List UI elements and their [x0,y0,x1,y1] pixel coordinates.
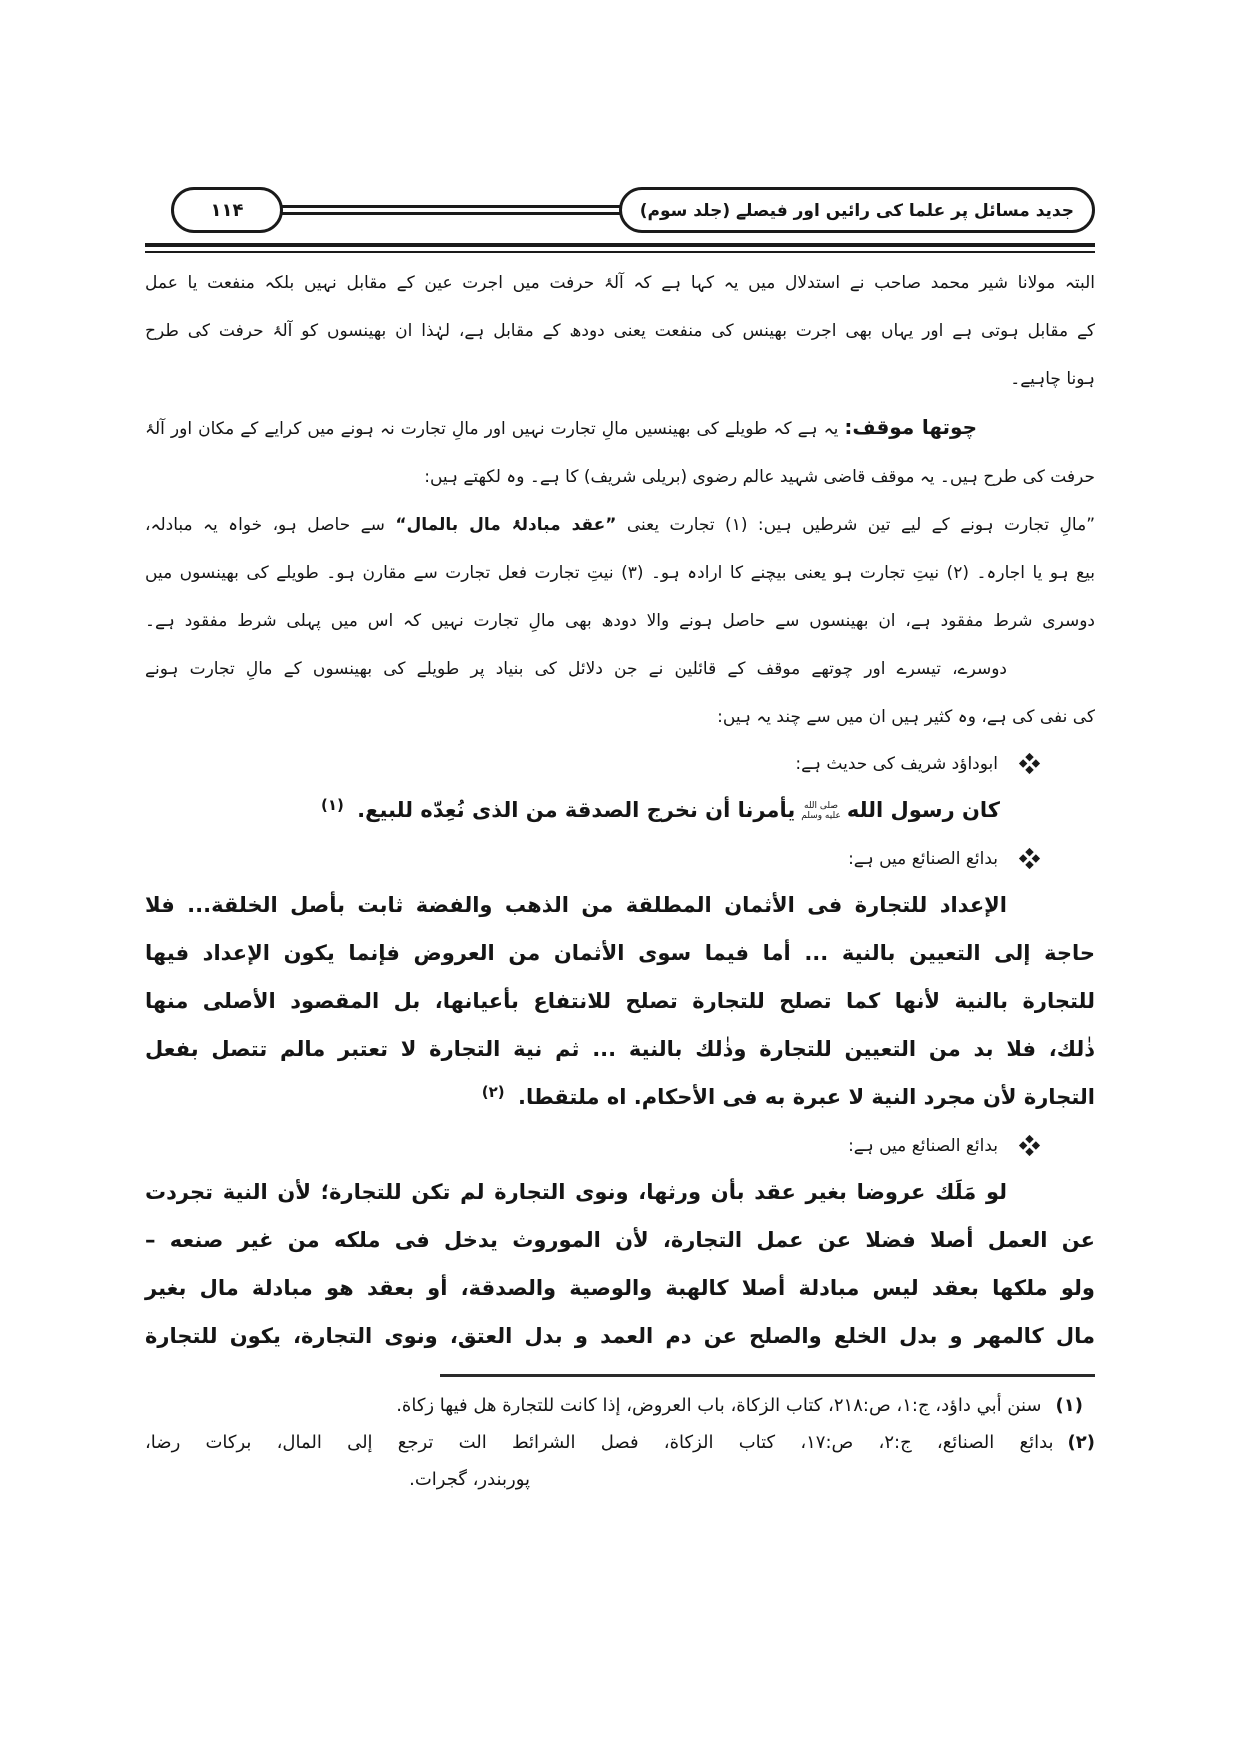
arabic-quote-line [145,1073,1095,1123]
paragraph-line: کی نفی کی ہے، وہ کثیر ہیں ان میں سے چند یہ ہیں: [717,707,1095,727]
saw-calligraphy-mark: صلى الله عليه وسلم [801,801,841,821]
bullet-label: ابوداؤد شریف کی حدیث ہے: [795,754,998,774]
footnote-1-text: سنن أبي داؤد، ج:١، ص:٢١٨، كتاب الزكاة، باب العروض، إذا كانت للتجارة هل فيها زكاة. [396,1395,1042,1416]
hadith-line [145,786,1095,836]
footnote-1-marker: (١) [1055,1395,1083,1416]
arabic-quote-text: التجارة لأن مجرد النية لا عبرة به فى الأحكام. اه ملتقطا. [517,1085,1095,1109]
footnote-2-marker: (٢) [1067,1432,1095,1453]
hadith-text: كان رسول الله [846,798,1000,822]
page-number: ۱۱۴ [210,199,244,221]
footnote-2 [145,1424,1095,1461]
bullet-item-abu-dawud [145,741,1095,786]
conditions-quote-line: بیع ہو یا اجارہ۔ (۲) نیتِ تجارت ہو یعنی بیچنے کا ارادہ ہو۔ (۳) نیتِ تجارت فعل تجارت سے مقارن ہو۔ طویلے کی بھینسوں میں [145,563,1095,583]
arabic-quote-line: حاجة إلى التعيين بالنية ... أما فيما سوى الأثمان من العروض فإنما يكون الإعداد فيها [145,941,1095,965]
conditions-quote-line [145,501,1095,549]
paragraph-line: دوسرے، تیسرے اور چوتھے موقف کے قائلین نے جن دلائل کی بنیاد پر طویلے کی بھینسوں کے مالِ تجارت ہونے [145,659,1007,679]
hadith-text: يأمرنا أن نخرج الصدقة من الذى نُعِدّه للبيع. [357,798,796,822]
arabic-quote-line: مال كالمهر و بدل الخلع والصلح عن دم العمد و بدل العتق، ونوى التجارة، يكون للتجارة [145,1324,1095,1348]
footnote-divider [440,1374,1095,1377]
paragraph-line: البتہ مولانا شیر محمد صاحب نے استدلال میں یہ کہا ہے کہ آلۂ حرفت میں اجرت عین کے مقابل نہیں بلکہ منفعت یا عمل [145,273,1095,293]
bullet-item-badai-1 [145,836,1095,881]
footnote-ref-1: (١) [320,796,344,814]
paragraph-line: حرفت کی طرح ہیں۔ یہ موقف قاضی شہید عالم رضوی (بریلی شریف) کا ہے۔ وہ لکھتے ہیں: [424,467,1095,487]
paragraph-line: ہونا چاہیے۔ [1010,369,1095,389]
diamond-bullet-icon [1019,753,1040,774]
arabic-quote-line: عن العمل أصلا فضلا عن عمل التجارة، لأن الموروث يدخل فى ملكه من غير صنعه – [145,1228,1095,1252]
quote-text: ”مالِ تجارت ہونے کے لیے تین شرطیں ہیں: (۱) تجارت یعنی [626,515,1095,535]
book-title-badge [619,187,1095,233]
header-divider [145,243,1095,253]
bullet-label: بدائع الصنائع میں ہے: [848,849,998,869]
footnote-2-continuation: پوربندر، گجرات. [409,1469,530,1490]
conditions-quote-line: دوسری شرط مفقود ہے، ان بھینسوں سے حاصل ہونے والا دودھ بھی مالِ تجارت نہیں کہ اس میں پہلی شرط مفقود ہے۔ [145,611,1095,631]
arabic-quote-line: لو مَلَك عروضا بغير عقد بأن ورثها، ونوى التجارة لم تكن للتجارة؛ لأن النية تجردت [145,1180,1007,1204]
quote-text: سے حاصل ہو، خواہ یہ مبادلہ، [145,515,385,535]
arabic-quote-line: ولو ملكها بعقد ليس مبادلة أصلا كالهبة والوصية والصدقة، أو بعقد هو مبادلة مال بغير [145,1276,1095,1300]
arabic-quote-line: الإعداد للتجارة فى الأثمان المطلقة من الذهب والفضة ثابت بأصل الخلقة... فلا [145,893,1007,917]
arabic-quote-line: ذٰلك، فلا بد من التعيين للتجارة وذٰلك بالنية ... ثم نية التجارة لا تعتبر مالم تتصل بفعل [145,1037,1095,1061]
page-body [145,259,1095,1498]
footnote-2-text: بدائع الصنائع، ج:٢، ص:١٧، كتاب الزكاة، فصل الشرائط الت ترجع إلى المال، بركات رضا، [145,1432,1054,1453]
bullet-label: بدائع الصنائع میں ہے: [848,1136,998,1156]
footnotes-section [145,1374,1095,1498]
position4-opening-line [145,403,1095,453]
footnote-1 [145,1387,1095,1424]
book-title: جدید مسائل پر علما کی رائیں اور فیصلے (جلد سوم) [639,200,1074,221]
position4-text: یہ ہے کہ طویلے کی بھینسیں مالِ تجارت نہیں اور مالِ تجارت نہ ہونے میں کرایے کے مکان اور آلۂ [145,419,839,439]
page-header [145,186,1095,234]
arabic-quote-line: للتجارة بالنية لأنها كما تصلح للتجارة تصلح للانتفاع بأعيانها، بل المقصود الأصلى منها [145,989,1095,1013]
diamond-bullet-icon [1019,1135,1040,1156]
quote-emphasis: ”عقد مبادلۂ مال بالمال“ [395,515,617,535]
diamond-bullet-icon [1019,848,1040,869]
header-double-rule [279,205,623,215]
footnote-ref-2: (٢) [481,1083,505,1101]
paragraph-line: کے مقابل ہوتی ہے اور یہاں بھی اجرت بھینس کی منفعت یعنی دودھ کے مقابل ہے، لہٰذا ان بھینسوں کو آلۂ حرفت کی طرح [145,321,1095,341]
position4-heading: چوتھا موقف: [844,415,978,439]
bullet-item-badai-2 [145,1123,1095,1168]
page-number-badge [171,187,283,233]
